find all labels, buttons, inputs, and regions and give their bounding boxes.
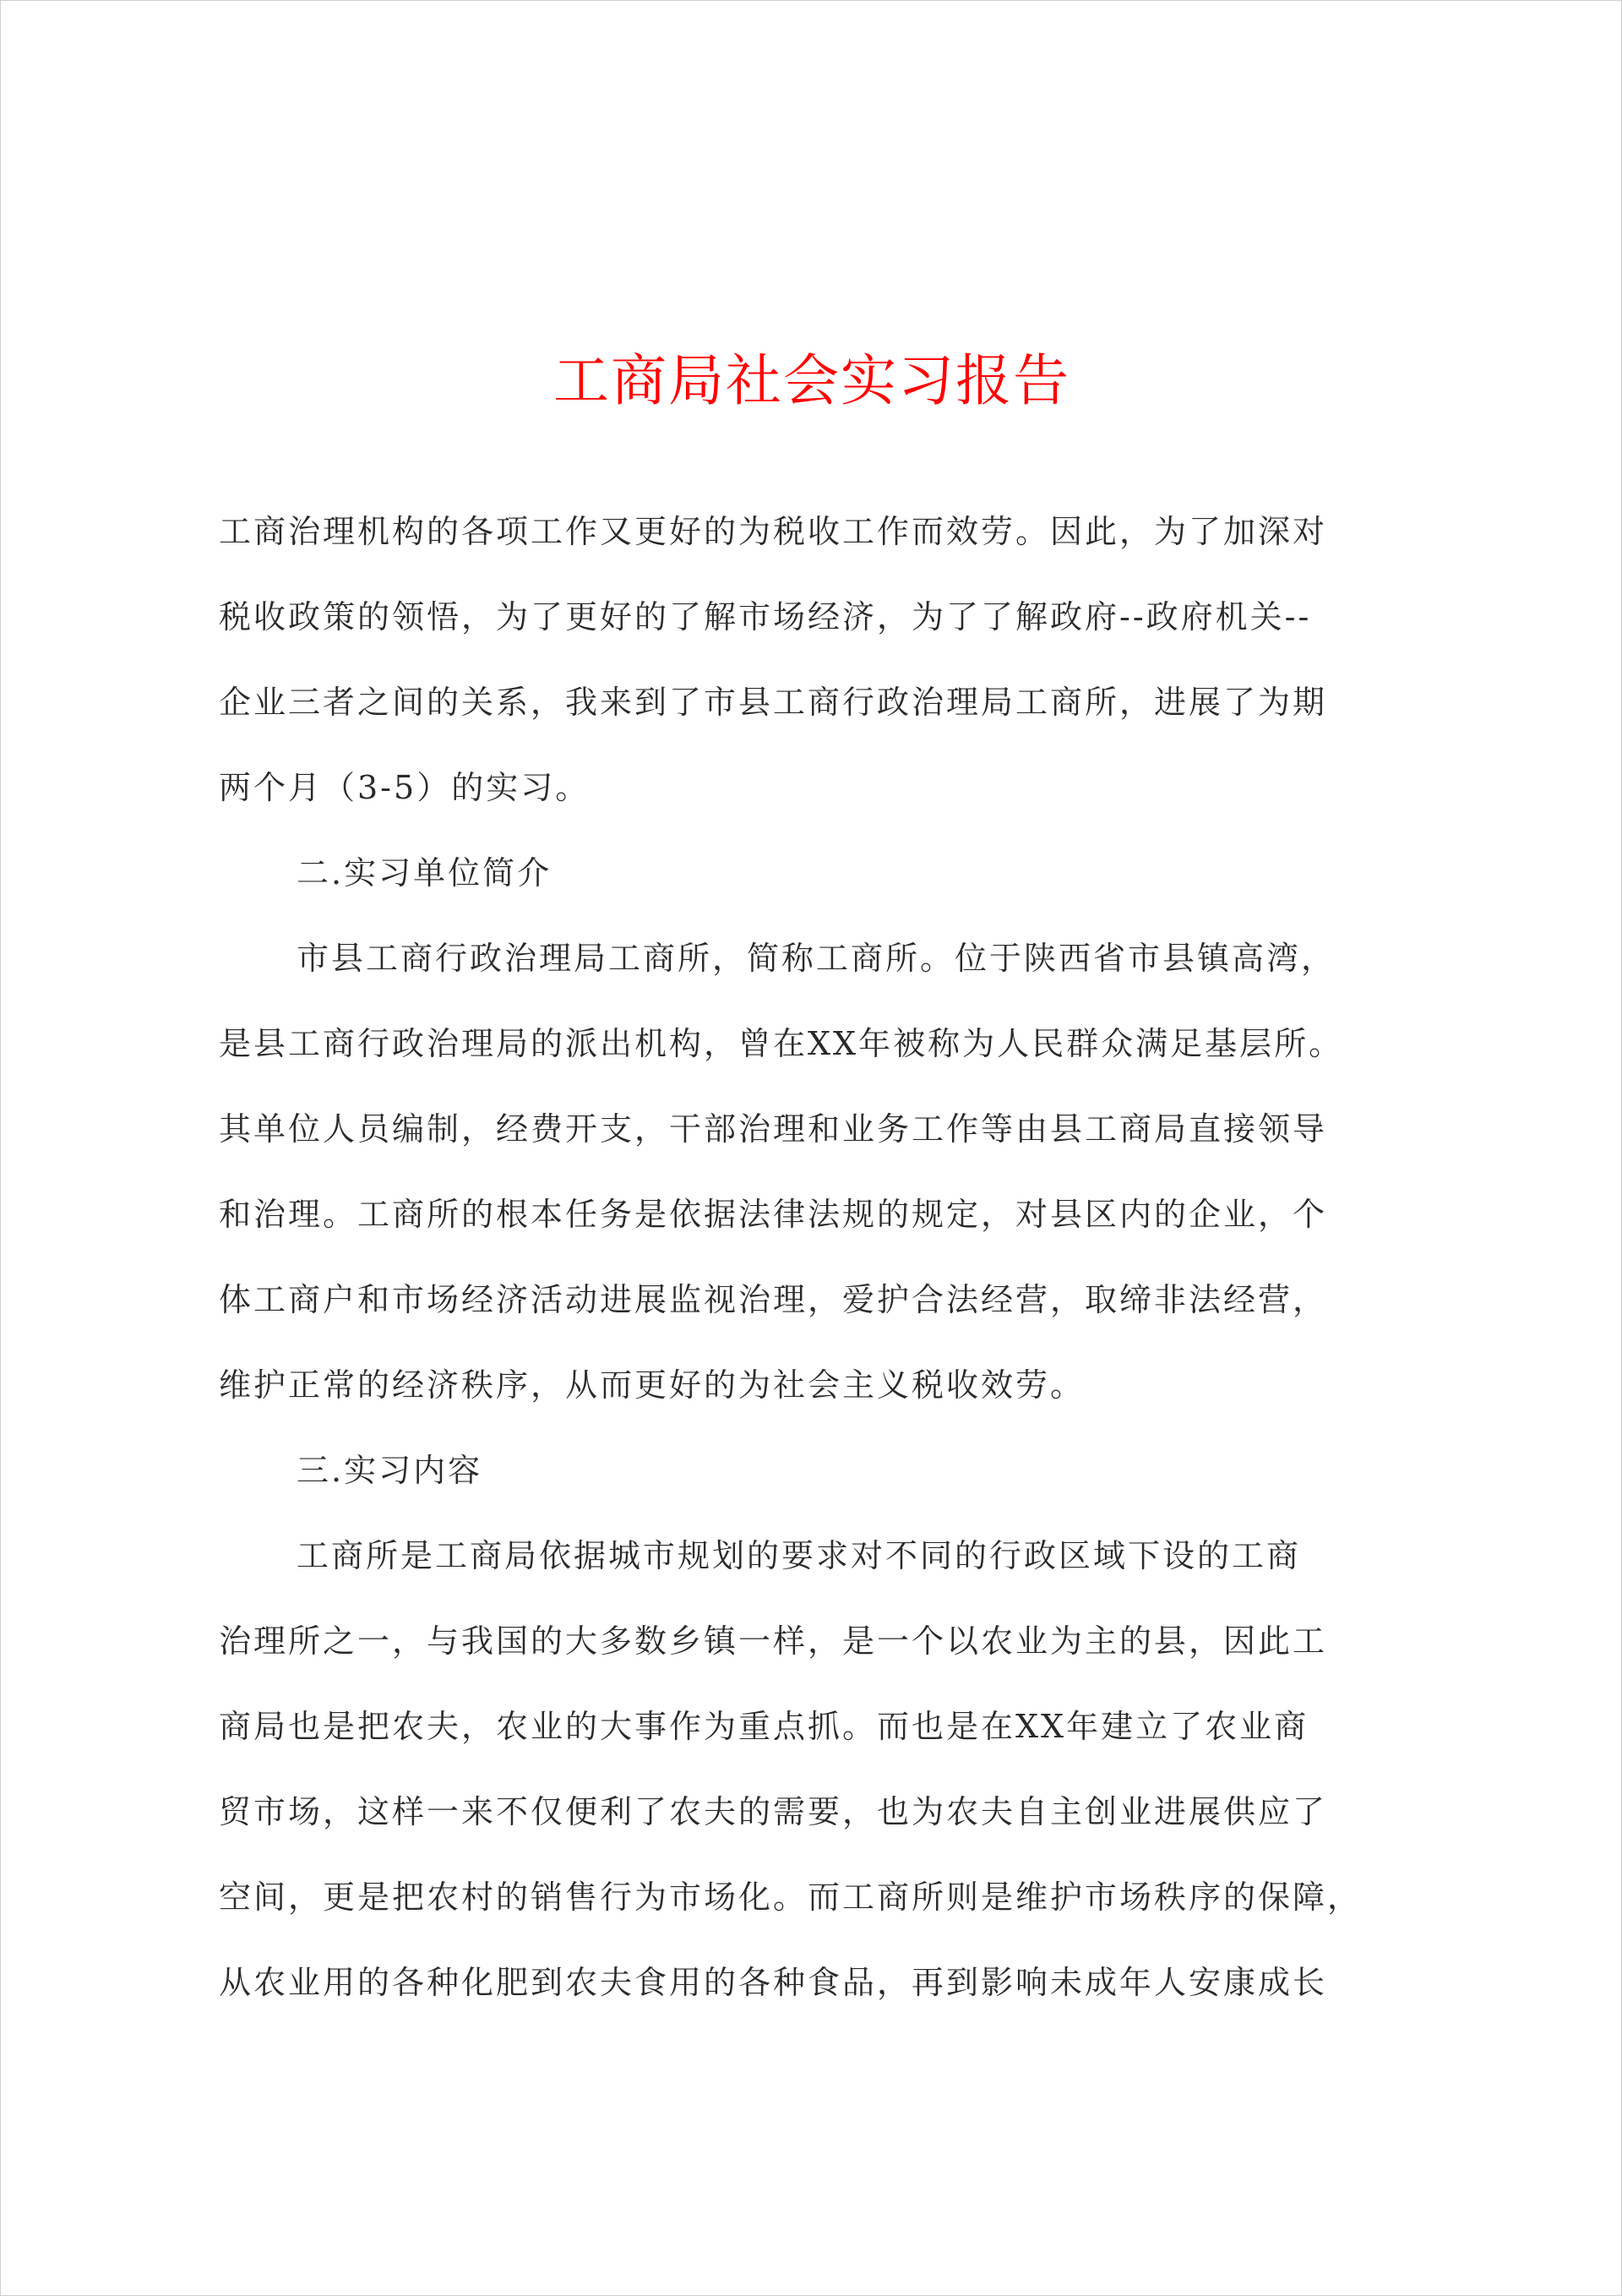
text-line: 空间，更是把农村的销售行为市场化。而工商所则是维护市场秩序的保障， [219,1879,1363,1916]
text-line: 两个月（3-5）的实习。 [219,769,591,806]
section-heading: 二.实习单位简介 [297,854,552,892]
text-line: 体工商户和市场经济活动进展监视治理，爱护合法经营，取缔非法经营， [219,1281,1328,1318]
text-line: 企业三者之间的关系，我来到了市县工商行政治理局工商所，进展了为期 [219,684,1328,721]
document-title: 工商局社会实习报告 [553,348,1070,413]
text-line: 治理所之一，与我国的大多数乡镇一样，是一个以农业为主的县，因此工 [219,1622,1328,1660]
paragraph-content [219,1513,1422,2026]
section-heading-content [219,1428,1422,1513]
text-line: 从农业用的各种化肥到农夫食用的各种食品，再到影响未成年人安康成长 [219,1964,1328,2001]
text-line: 和治理。工商所的根本任务是依据法律法规的规定，对县区内的企业，个 [219,1196,1328,1233]
text-line: 贸市场，这样一来不仅便利了农夫的需要，也为农夫自主创业进展供应了 [219,1793,1328,1830]
text-line: 其单位人员编制，经费开支，干部治理和业务工作等由县工商局直接领导 [219,1110,1328,1148]
paragraph-unit-intro [219,916,1422,1428]
text-line: 工商治理机构的各项工作又更好的为税收工作而效劳。因此，为了加深对 [219,513,1328,550]
text-line: 维护正常的经济秩序，从而更好的为社会主义税收效劳。 [219,1366,1086,1404]
document-body [219,489,1422,2026]
section-heading: 三.实习内容 [297,1452,483,1489]
text-line: 工商所是工商局依据城市规划的要求对不同的行政区域下设的工商 [297,1537,1302,1574]
section-heading-unit-intro [219,831,1422,916]
text-line: 市县工商行政治理局工商所，简称工商所。位于陕西省市县镇高湾， [297,940,1336,977]
text-line: 是县工商行政治理局的派出机构，曾在XX年被称为人民群众满足基层所。 [219,1025,1344,1062]
text-line: 税收政策的领悟，为了更好的了解市场经济，为了了解政府--政府机关-- [219,598,1312,635]
text-line: 商局也是把农夫，农业的大事作为重点抓。而也是在XX年建立了农业商 [219,1708,1309,1745]
paragraph-intro [219,489,1422,831]
